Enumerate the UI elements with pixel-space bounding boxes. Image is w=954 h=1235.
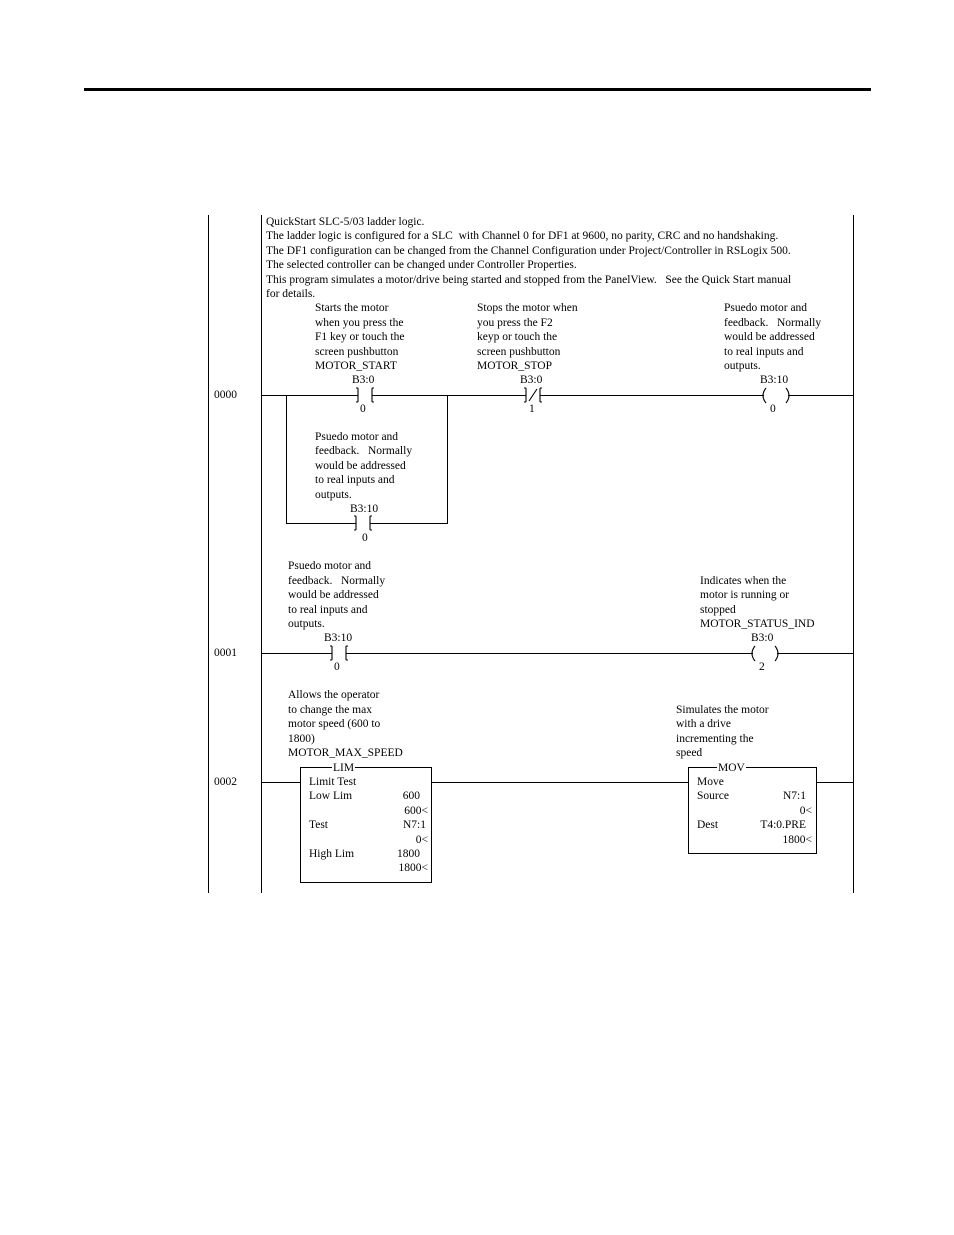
description-line: Stops the motor when: [477, 302, 578, 314]
description-line: you press the F2: [477, 317, 553, 329]
mov-source-current: 0<: [799, 805, 812, 817]
lim-low-label: Low Lim: [309, 790, 353, 802]
description-line: with a drive: [676, 718, 731, 730]
lim-high-value: 1800: [397, 848, 420, 860]
lim-title: Limit Test: [309, 776, 357, 788]
motor-start-contact: [352, 388, 377, 402]
mov-source-label: Source: [697, 790, 729, 802]
description-line: to real inputs and: [724, 346, 804, 358]
description-line: keyp or touch the: [477, 331, 558, 343]
lim-low-current: 600<: [404, 805, 428, 817]
description-line: feedback. Normally: [315, 445, 413, 457]
lim-test-value: N7:1: [403, 819, 426, 831]
lim-high-current: 1800<: [398, 862, 428, 874]
lim-box: [301, 768, 432, 883]
description-line: Simulates the motor: [676, 704, 769, 716]
description-line: outputs.: [724, 360, 761, 372]
description-line: to real inputs and: [315, 474, 395, 486]
description-line: 1800): [288, 733, 315, 745]
mov-dest-label: Dest: [697, 819, 719, 831]
feedback-contact-bit: 0: [334, 661, 340, 673]
mov-source-value: N7:1: [783, 790, 806, 802]
description-line: would be addressed: [288, 589, 379, 601]
motor-stop-bit: 1: [529, 403, 535, 415]
description-line: screen pushbutton: [477, 346, 561, 358]
comment-line: QuickStart SLC-5/03 ladder logic.: [266, 216, 425, 228]
description-line: MOTOR_MAX_SPEED: [288, 747, 403, 759]
description-line: would be addressed: [724, 331, 815, 343]
description-line: MOTOR_START: [315, 360, 397, 372]
description-line: to real inputs and: [288, 604, 368, 616]
motor-coil: [762, 388, 790, 403]
description-line: outputs.: [288, 618, 325, 630]
motor-stop-contact: [520, 388, 545, 402]
description-line: when you press the: [315, 317, 404, 329]
description-line: outputs.: [315, 489, 352, 501]
motor-start-bit: 0: [360, 403, 366, 415]
lim-test-current: 0<: [415, 834, 428, 846]
branch-contact-bit: 0: [362, 532, 368, 544]
lim-name: LIM: [333, 762, 355, 774]
feedback-contact-address: B3:10: [324, 632, 353, 644]
branch-contact: [350, 516, 376, 530]
comment-line: This program simulates a motor/drive being started and stopped from the PanelView. See the Quick Start manual: [266, 274, 792, 286]
description-line: incrementing the: [676, 733, 754, 745]
lim-low-value: 600: [402, 790, 420, 802]
status-coil-address: B3:0: [751, 632, 774, 644]
mov-name: MOV: [718, 762, 745, 774]
description-line: Psuedo motor and: [724, 302, 808, 314]
status-coil-bit: 2: [759, 661, 765, 673]
feedback-contact: [326, 646, 351, 660]
mov-dest-current: 1800<: [782, 834, 812, 846]
description-line: MOTOR_STATUS_IND: [700, 618, 815, 630]
rung-number: 0001: [214, 647, 237, 659]
description-line: feedback. Normally: [724, 317, 822, 329]
comment-line: for details.: [266, 288, 316, 300]
mov-dest-value: T4:0.PRE: [760, 819, 806, 831]
description-line: motor speed (600 to: [288, 718, 381, 730]
description-line: motor is running or: [700, 589, 790, 601]
description-line: would be addressed: [315, 460, 406, 472]
description-line: feedback. Normally: [288, 575, 386, 587]
description-line: MOTOR_STOP: [477, 360, 552, 372]
description-line: speed: [676, 747, 703, 759]
motor-stop-address: B3:0: [520, 374, 543, 386]
rung-number: 0002: [214, 776, 237, 788]
mov-box: [689, 768, 817, 854]
description-line: Starts the motor: [315, 302, 389, 314]
description-line: stopped: [700, 604, 736, 616]
branch-contact-address: B3:10: [350, 503, 379, 515]
motor-coil-bit: 0: [770, 403, 776, 415]
description-line: F1 key or touch the: [315, 331, 405, 343]
lim-test-label: Test: [309, 819, 328, 831]
lim-high-label: High Lim: [309, 848, 355, 860]
motor-coil-address: B3:10: [760, 374, 789, 386]
comment-line: The ladder logic is configured for a SLC with Channel 0 for DF1 at 9600, no parity, CRC and no handshaking.: [266, 230, 779, 242]
description-line: Psuedo motor and: [315, 431, 399, 443]
rung-number: 0000: [214, 389, 237, 401]
description-line: Psuedo motor and: [288, 560, 372, 572]
description-line: Indicates when the: [700, 575, 787, 587]
status-coil: [751, 646, 779, 661]
comment-line: The selected controller can be changed under Controller Properties.: [266, 259, 577, 271]
motor-start-address: B3:0: [352, 374, 375, 386]
comment-line: The DF1 configuration can be changed from the Channel Configuration under Project/Controller in RSLogix 500.: [266, 245, 791, 257]
description-line: Allows the operator: [288, 689, 380, 701]
mov-title: Move: [697, 776, 724, 788]
description-line: to change the max: [288, 704, 372, 716]
description-line: screen pushbutton: [315, 346, 399, 358]
